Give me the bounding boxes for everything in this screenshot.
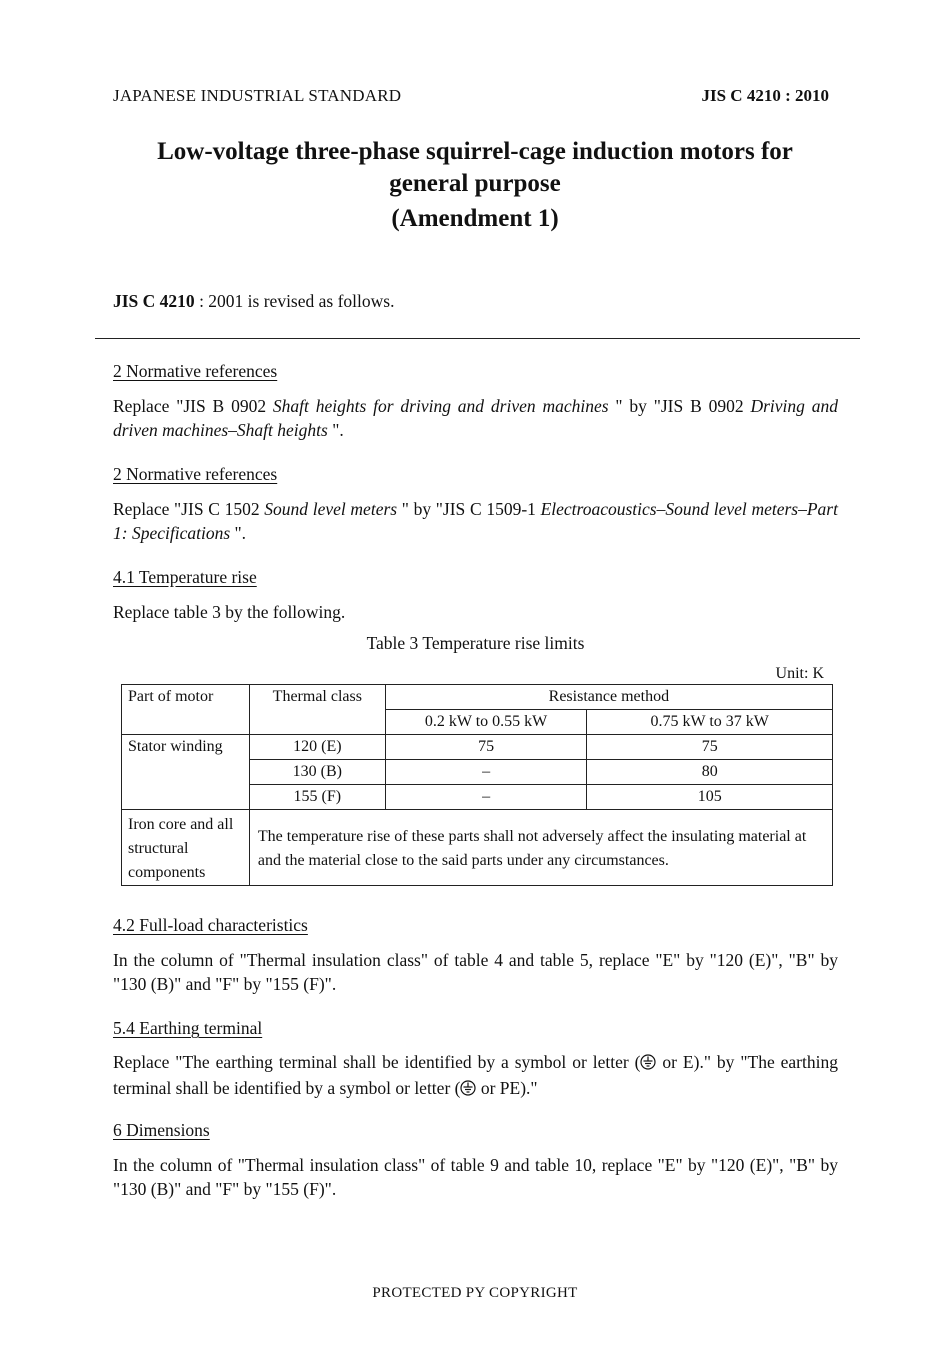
title-line-2: general purpose [389, 170, 561, 197]
section-heading-dimensions: 6 Dimensions [113, 1120, 210, 1140]
cell-value: 75 [385, 735, 587, 760]
horizontal-rule [95, 338, 860, 339]
cell-iron-core-description: The temperature rise of these parts shall not adversely affect the insulating material at and the material close to the said parts under any circumstances. [249, 810, 832, 886]
text-run: " by "JIS C 1509-1 [397, 499, 541, 519]
cell-value: 105 [587, 785, 833, 810]
subheader-large-power: 0.75 kW to 37 kW [587, 710, 833, 735]
section-body-temperature-rise: Replace table 3 by the following. [113, 602, 346, 622]
intro-rest: : 2001 is revised as follows. [194, 291, 395, 311]
italic-title: Sound level meters [264, 499, 398, 519]
copyright-footer: PROTECTED PY COPYRIGHT [372, 1285, 578, 1301]
subheader-small-power: 0.2 kW to 0.55 kW [385, 710, 587, 735]
section-heading-full-load: 4.2 Full-load characteristics [113, 915, 308, 935]
amendment-title: (Amendment 1) [391, 205, 559, 232]
text-run: or PE)." [476, 1078, 538, 1098]
cell-thermal-class: 130 (B) [249, 760, 385, 785]
section-heading-normative-references-2: 2 Normative references [113, 464, 278, 484]
table-unit: Unit: K [775, 665, 824, 682]
section-body-normative-references-1 [113, 394, 838, 442]
italic-title: Driving and driven machines–Shaft heights [113, 396, 838, 440]
section-body-dimensions: In the column of "Thermal insulation class" of table 9 and table 10, replace "E" by "120 (E)", "B" by "130 (B)" and "F" by "155 (F)". [113, 1155, 838, 1199]
header-resistance-method: Resistance method [385, 685, 832, 710]
cell-thermal-class: 120 (E) [249, 735, 385, 760]
section-heading-earthing-terminal: 5.4 Earthing terminal [113, 1018, 263, 1038]
table-caption: Table 3 Temperature rise limits [366, 633, 585, 653]
cell-value: – [385, 785, 587, 810]
text-run: Replace "JIS B 0902 [113, 396, 273, 416]
table-row-iron-core [122, 810, 833, 886]
cell-stator-winding: Stator winding [122, 735, 250, 810]
text-run: or E)." by "The earthing terminal shall be identified by a symbol or letter ( [113, 1052, 838, 1098]
earth-symbol-icon [460, 1078, 476, 1102]
section-body-full-load: In the column of "Thermal insulation class" of table 4 and table 5, replace "E" by "120 (E)", "B" by "130 (B)" and "F" by "155 (F)". [113, 950, 838, 994]
title-line-1: Low-voltage three-phase squirrel-cage induction motors for [157, 138, 793, 165]
section-heading-temperature-rise: 4.1 Temperature rise [113, 567, 257, 587]
section-heading-normative-references-1: 2 Normative references [113, 361, 278, 381]
italic-title: Electroacoustics–Sound level meters–Part 1: Specifications [113, 499, 838, 543]
text-run: ". [230, 523, 247, 543]
cell-iron-core: Iron core and all structural components [122, 810, 250, 886]
cell-thermal-class: 155 (F) [249, 785, 385, 810]
cell-value: 80 [587, 760, 833, 785]
text-run: Replace "JIS C 1502 [113, 499, 265, 519]
table-header-row [122, 685, 833, 710]
standard-number: JIS C 4210 : 2010 [701, 86, 829, 105]
document-title [95, 136, 855, 200]
text-run: ". [327, 420, 344, 440]
section-body-normative-references-2 [113, 497, 838, 545]
section-body-earthing-terminal [113, 1050, 838, 1102]
italic-title: Shaft heights for driving and driven machines [272, 396, 609, 416]
cell-value: 75 [587, 735, 833, 760]
header-part-of-motor: Part of motor [122, 685, 250, 735]
text-run: Replace "The earthing terminal shall be identified by a symbol or letter ( [113, 1052, 641, 1072]
intro-code: JIS C 4210 [113, 291, 195, 311]
text-run: " by "JIS B 0902 [608, 396, 751, 416]
temperature-rise-table [121, 684, 833, 886]
standard-label: JAPANESE INDUSTRIAL STANDARD [113, 86, 402, 105]
intro-statement [113, 291, 394, 312]
earth-symbol-icon [640, 1052, 656, 1076]
cell-value: – [385, 760, 587, 785]
table-row [122, 735, 833, 760]
header-thermal-class: Thermal class [249, 685, 385, 735]
